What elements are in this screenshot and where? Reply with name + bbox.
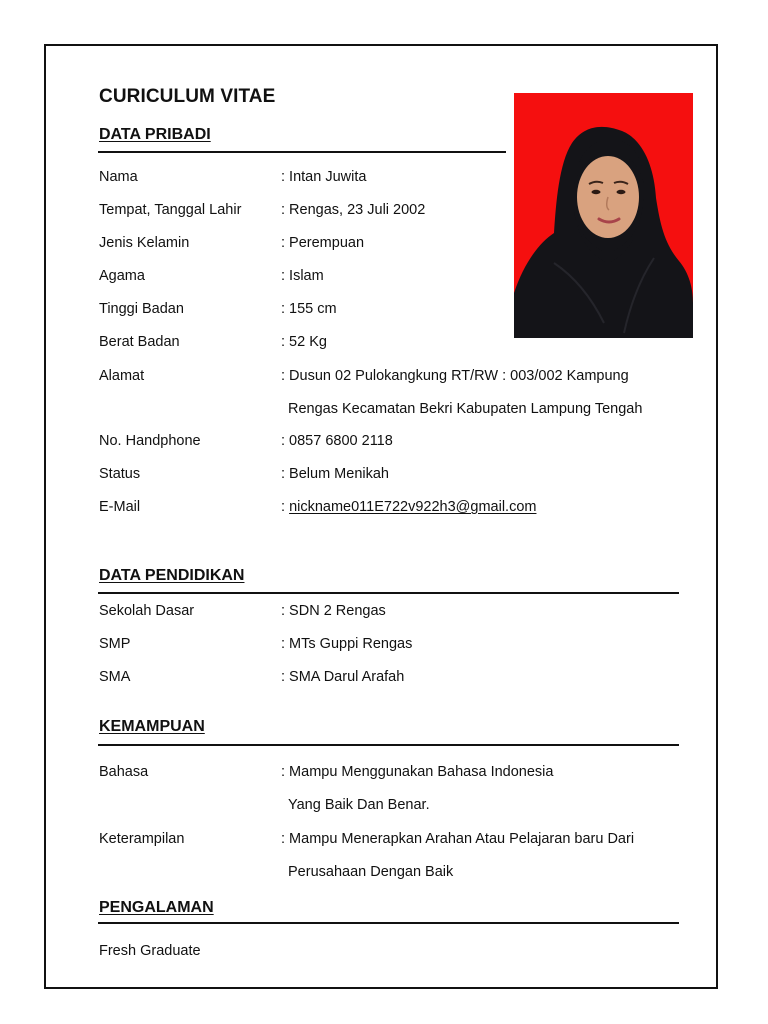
label-status: Status: [99, 466, 141, 482]
value-sma: : SMA Darul Arafah: [281, 669, 405, 685]
section-rule: [98, 744, 679, 746]
section-rule: [98, 592, 679, 594]
profile-photo: [514, 93, 693, 338]
label-keterampilan: Keterampilan: [99, 831, 185, 847]
pengalaman-text: Fresh Graduate: [99, 943, 201, 959]
value-handphone: : 0857 6800 2118: [281, 433, 393, 449]
value-ttl: : Rengas, 23 Juli 2002: [281, 202, 426, 218]
value-alamat-line2: Rengas Kecamatan Bekri Kabupaten Lampung Tengah: [288, 401, 643, 417]
value-keterampilan-line1: : Mampu Menerapkan Arahan Atau Pelajaran baru Dari: [281, 831, 635, 847]
label-alamat: Alamat: [99, 368, 145, 384]
value-jenis-kelamin: : Perempuan: [281, 235, 365, 251]
label-ttl: Tempat, Tanggal Lahir: [99, 202, 242, 218]
value-agama: : Islam: [281, 268, 324, 284]
value-status: : Belum Menikah: [281, 466, 389, 482]
value-email: [281, 499, 536, 515]
value-alamat-line1: : Dusun 02 Pulokangkung RT/RW : 003/002 Kampung: [281, 368, 629, 384]
label-sekolah-dasar: Sekolah Dasar: [99, 603, 195, 619]
email-prefix: :: [281, 499, 290, 515]
document-title: CURICULUM VITAE: [99, 86, 276, 107]
label-tinggi-badan: Tinggi Badan: [99, 301, 184, 317]
value-sekolah-dasar: : SDN 2 Rengas: [281, 603, 386, 619]
label-nama: Nama: [99, 169, 138, 185]
value-keterampilan-line2: Perusahaan Dengan Baik: [288, 864, 454, 880]
email-link[interactable]: nickname011E722v922h3@gmail.com: [289, 499, 537, 515]
label-jenis-kelamin: Jenis Kelamin: [99, 235, 190, 251]
section-rule: [98, 922, 679, 924]
label-handphone: No. Handphone: [99, 433, 201, 449]
label-bahasa: Bahasa: [99, 764, 149, 780]
value-bahasa-line2: Yang Baik Dan Benar.: [288, 797, 430, 813]
label-berat-badan: Berat Badan: [99, 334, 180, 350]
section-heading-kemampuan: KEMAMPUAN: [99, 718, 205, 735]
section-heading-pengalaman: PENGALAMAN: [99, 899, 214, 916]
section-heading-data-pendidikan: DATA PENDIDIKAN: [99, 567, 245, 584]
value-tinggi-badan: : 155 cm: [281, 301, 337, 317]
value-bahasa-line1: : Mampu Menggunakan Bahasa Indonesia: [281, 764, 554, 780]
label-email: E-Mail: [99, 499, 141, 515]
label-agama: Agama: [99, 268, 145, 284]
value-nama: : Intan Juwita: [281, 169, 367, 185]
value-smp: : MTs Guppi Rengas: [281, 636, 413, 652]
label-sma: SMA: [99, 669, 131, 685]
label-smp: SMP: [99, 636, 131, 652]
section-heading-data-pribadi: DATA PRIBADI: [99, 126, 211, 143]
value-berat-badan: : 52 Kg: [281, 334, 327, 350]
section-rule: [98, 151, 506, 153]
